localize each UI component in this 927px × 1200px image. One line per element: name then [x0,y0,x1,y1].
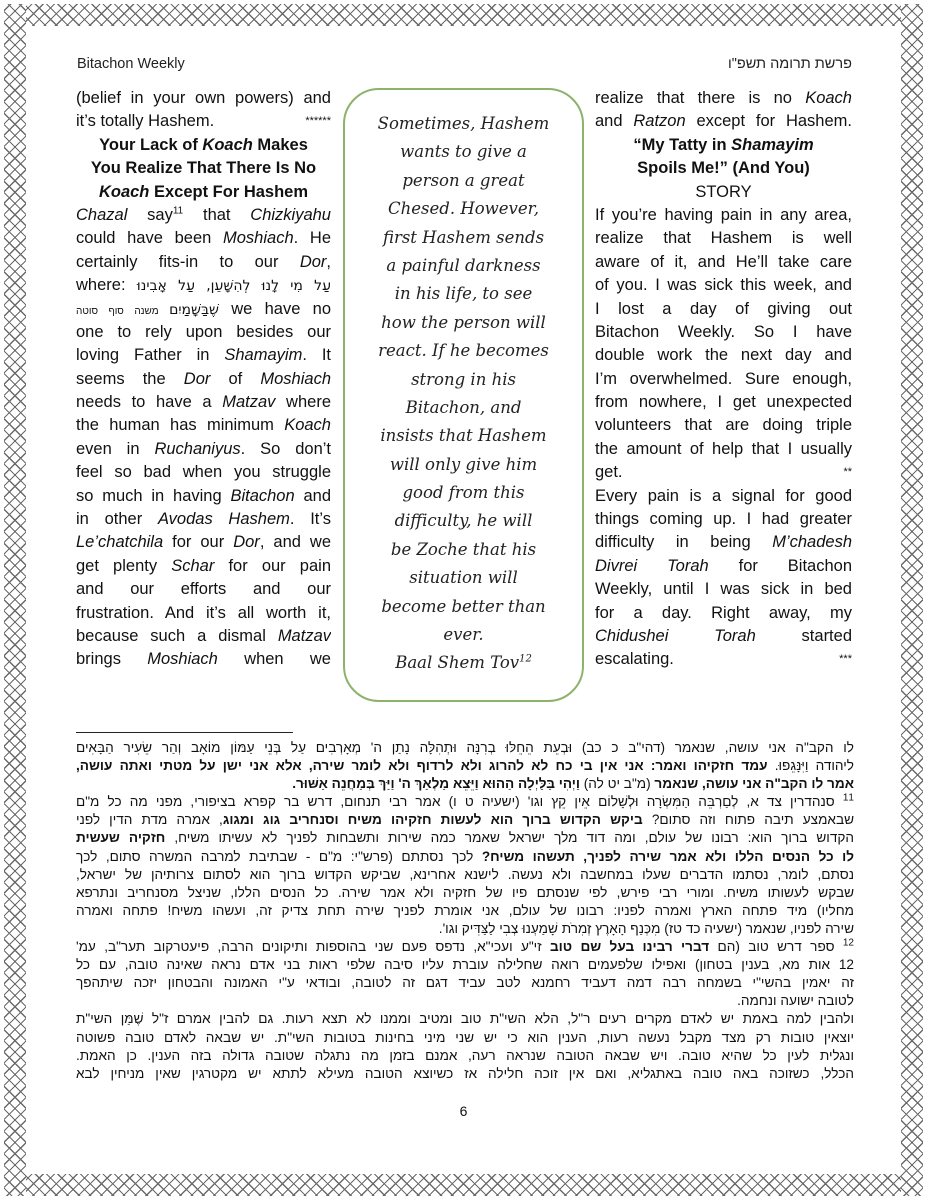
text-run: Dor [299,252,327,271]
text-line [345,422,582,450]
text-line [76,578,331,601]
text-line [595,648,852,671]
footnote-reference: 12 [519,653,532,665]
text-run: I lost a day of giving out [595,299,852,318]
left-column [76,87,331,672]
text-run: . So don’t [240,439,331,458]
text-run: certainly fits-in to our [76,252,300,271]
text-run: . He [293,229,331,248]
text-run: ונגלית לעין כל שהיא טובה. ויש שבאה הטובה שנראה רעה, אמנם בזמן מה נתגלה שטובה גדולה בזה הענין. כן האמת. [76,1047,854,1063]
text-line [76,884,854,902]
text-line [595,414,852,437]
text-run: סנהדרין צד א, לְםַרְבֵּה הַמִּשְׂרָה וּלְשָׁלוֹם אֵין קֵץ וגו' (ישעיה ט ו) אמר רבי תנחום, דרש בר קפרא בציפורי, מפני מה כל מ"ם [76,794,843,810]
text-line [595,251,852,274]
text-line [595,157,852,180]
text-run: נסתם, לומר, נסתמו הדברים שעלו במחשבה ולא נעשה. לישנא אחרינא, שביקש הקדוש ברוך הוא לסתום צרותיהן של ישראל, [76,866,854,882]
right-column [595,87,852,672]
text-run: frustration. And it’s all worth it, [76,603,331,622]
text-line [345,280,582,308]
text-run: brings [76,650,148,669]
text-run: מחליו) מיד פתחה הארץ ואמרה לפניו: רבונו של עולם, אני אומרת לפניך שירה תחת צדיק זה, ועשהו משיח! פתחה ואמרה [76,902,854,918]
text-run: Chazal [76,205,128,224]
text-run: realize that there is no [595,89,806,107]
text-line [76,1065,854,1083]
text-run: so much in having [76,486,231,505]
text-line [76,321,331,344]
text-line [595,391,852,414]
text-line [595,134,852,157]
text-line [595,461,852,484]
text-run: הקדוש ברוך הוא: רבונו של עולם, ומה דוד מלך ישראל שאמר כמה שירות ותשבחות לפניך לא עשיתו משיח, [165,830,854,846]
text-line [345,593,582,621]
text-run: Divrei Torah [595,556,709,575]
text-run: . It’s [289,510,331,529]
text-run: the amount of help that I usually [595,439,852,458]
text-run: Bitachon [230,486,295,505]
text-line [76,902,854,920]
text-run: זה יאמין בהשי"י בשמחה רבה דמה דעביד רחמנא לטב עביד דגם זה לטובה, ובודאי ע"י האמונה והבטחון יזכה שיתהפך [76,975,854,991]
text-line [76,204,331,227]
text-run: aware of it, and He’ll take care [595,252,852,271]
text-run: ביקש הקדוש ברוך הוא לעשות חזקיהו משיח וסנחריב גוג ומגוג [222,812,643,828]
text-run: (belief in your own powers) and [76,89,331,107]
text-run: of you. I was sick this week, and [595,276,852,295]
text-run: Dor [233,533,260,552]
text-run: שֶׁבַּשָּׁמַיִם [169,301,219,318]
text-run: Schar [171,556,215,575]
text-line [76,829,854,847]
decorative-border-top [4,4,923,26]
text-line [76,956,854,974]
text-line [345,479,582,507]
text-run: react. If he becomes [378,341,549,361]
text-line [595,87,852,110]
text-line [595,602,852,625]
text-run: needs to have a [76,393,223,412]
text-line [345,507,582,535]
text-run: one to rely upon besides our [76,322,331,341]
text-line [76,251,331,274]
text-run: Chidushei Torah [595,626,756,645]
text-run: the human has minimum [76,416,285,435]
text-line [76,508,331,531]
text-line [76,181,331,204]
text-run: from nowhere, I get unexpected [595,393,852,412]
header-publication-title: Bitachon Weekly [77,56,185,72]
text-run: could have been [76,229,223,248]
text-run: משנה סוף סוטה [76,305,170,317]
text-run: become better than [381,596,546,616]
text-line [76,485,331,508]
decorative-border-left [4,4,26,1196]
text-run: we have no [218,299,331,318]
text-run: be Zoche that his [390,539,537,559]
text-run: where: [76,276,137,295]
text-line [595,344,852,367]
text-run: Moshiach [260,369,331,388]
text-run: and [595,112,634,131]
text-line [595,181,852,204]
text-line [76,555,331,578]
text-run: , אמרה מדת הדין לפני [76,812,223,828]
text-line [595,298,852,321]
text-run: will only give him [389,454,538,474]
text-run: לו הקב"ה אני עושה, שנאמר (דהי"ב כ כב) וּבְעֵת הֵחֵלּוּ בְרִנָּה וּתְהִלָּה נָתַן ה' מְאָרְבִים עַל בְּנֵי עַמּוֹן מוֹאָב וְהַר שֵׂעִיר הַבָּאִים [76,740,854,755]
text-run: Koach [805,89,852,107]
text-run: חזקיה שעשית [76,830,166,846]
text-run: wants to give a [400,142,527,162]
text-line [76,298,331,321]
text-line [76,157,331,180]
text-line [76,1010,854,1028]
text-run: Except For Hashem [149,182,309,201]
text-line [76,866,854,884]
text-line [595,110,852,133]
text-run: . It [302,346,331,365]
text-line [76,110,331,133]
text-line [345,309,582,337]
text-run: good from this [402,483,525,503]
text-line [76,848,854,866]
text-run: Makes [252,135,308,154]
text-line [595,368,852,391]
text-line [345,451,582,479]
text-line [76,134,331,157]
text-run: how the person will [381,312,546,332]
text-line [76,625,331,648]
text-run: Moshiach [147,650,218,669]
text-line [76,531,331,554]
footnote-separator [76,732,293,733]
text-run: Spoils Me!” (And You) [637,159,810,178]
text-run: דברי רבינו בעל שם טוב [549,939,710,955]
text-run: שבאמצע תיבה פתוח וזה סתום? [642,812,854,828]
text-run: Koach [202,135,253,154]
text-run: וַיְהִי בַּלַּיְלָה הַהוּא וַיֵּצֵא מַלְאַךְ ה' וַיַּךְ בְּמַחֲנֵה אַשּׁוּר. [292,776,580,792]
text-run: loving Father in [76,346,225,365]
text-line [595,438,852,461]
text-line [76,368,331,391]
text-line [76,274,331,297]
text-line [595,204,852,227]
text-run: of [210,369,261,388]
text-line [76,1029,854,1047]
text-line [76,811,854,829]
text-run: שירה לפניו, שנאמר (ישעיה כד טז) מִכְּנַף הָאָרֶץ זְמִרֹת שָׁמַעְנוּ צְבִי לַצַּדִּיק וגו'. [438,920,854,936]
text-run: Ratzon [633,112,686,131]
text-run: except for Hashem. [685,112,852,131]
section-end-marker: ** [843,466,852,479]
text-run: לכך נסתתם (פרש"י: מ"ם - שבתיבת למרבה המשרה סתום, לכך [76,848,482,864]
text-run: Le’chatchila [76,533,164,552]
text-line [345,195,582,223]
text-run: Koach [284,416,331,435]
text-run: and [294,486,331,505]
text-run: person a great [402,170,525,190]
text-line [595,227,852,250]
decorative-border-right [901,4,923,1196]
text-run: I’m overwhelmed. Sure enough, [595,369,852,388]
text-line [76,739,854,757]
text-run: You Realize That There Is No [90,159,317,178]
text-line [76,920,854,938]
text-line [76,602,331,625]
text-run: strong in his [411,369,516,389]
text-line [595,485,852,508]
footnote-reference: 11 [172,205,184,217]
text-run: for Bitachon [708,556,852,575]
text-line [345,110,582,138]
text-line [595,555,852,578]
text-line [345,564,582,592]
text-run: Sometimes, Hashem [377,114,550,133]
text-run: Koach [98,182,150,201]
text-run: ספר דרש טוב (הם [709,939,843,955]
text-run: Chizkiyahu [250,205,331,224]
text-run: , [326,252,331,271]
text-line [76,87,331,110]
text-run: לו כל הנסים הללו ולא אמר שירה לפניך, תעשהו משיח? [481,848,854,864]
text-run: Bitachon, and [405,397,522,417]
text-run: הכלל, כשזוכה באה טובה באתגליא, ואם אין זוכה חלילה אז כשיוצא הטובה מעילא לתתא יש מקטרגין שאין מניחין לבא [76,1065,854,1081]
footnote-reference: 11 [842,793,854,804]
text-run: שבקש לעשותו משיח. ומורי רבי פירש, לפי שנסתם פיו של חזקיה ולא אמר שירה. כל הנסים הללו, שניצל מסנחריב ונתרפא [76,884,854,900]
text-run: Avodas Hashem [157,510,290,529]
text-line [595,531,852,554]
text-run: Ruchaniyus [154,439,241,458]
text-line [76,793,854,811]
text-line [345,394,582,422]
section-end-marker: *** [839,653,852,666]
text-line [595,625,852,648]
text-line [76,992,854,1010]
text-run: say [127,205,173,224]
text-run: that [183,205,251,224]
section-end-marker: ****** [305,115,331,128]
text-run: ever. [443,625,484,645]
text-run: when we [217,650,331,669]
text-line [76,438,331,461]
text-line [595,578,852,601]
text-run: “My Tatty in [633,135,732,154]
text-run: יוצאין טובות רק מצד מקבל נעשה רעות, הענין הוא כי יש שני מיני בחינות בטובות השי"ת. יש שבאה לאדם טובה פשוטה [76,1029,854,1045]
quote-text [345,110,582,678]
text-line [76,461,331,484]
text-line [76,938,854,956]
text-run: insists that Hashem [380,426,547,446]
text-line [345,138,582,166]
text-run: Bitachon Weekly. So I have [595,322,852,341]
text-run: difficulty, he will [394,511,533,531]
text-run: Matzav [277,626,331,645]
text-run: Moshiach [223,229,294,248]
text-line [345,649,582,677]
text-run: seems the [76,369,184,388]
text-line [595,274,852,297]
text-run: עַל מִי לָנוּ לְהִשָּׁעֵן, עַל אָבִינוּ [136,278,331,295]
text-line [76,414,331,437]
text-line [76,974,854,992]
text-run: started [755,626,852,645]
text-line [345,224,582,252]
text-run: , and we [259,533,331,552]
text-run: get plenty [76,556,172,575]
text-run: Weekly, until I was sick in bed [595,580,852,599]
text-run: realize that Hashem is well [595,229,852,248]
text-run: escalating. [595,650,674,669]
text-run: לטובה ישועה ונחמה. [737,993,854,1009]
header-parsha-title: פרשת תרומה תשפ"ו [727,56,852,72]
footnotes [76,739,854,1083]
text-run: in his life, to see [394,284,533,304]
text-run: Every pain is a signal for good [595,486,852,505]
text-run: M’chadesh [772,533,852,552]
text-run: אמר לו הקב"ה אני עושה, שנאמר [654,776,854,792]
text-line [345,252,582,280]
text-run: because such a dismal [76,626,278,645]
page-number: 6 [459,1103,468,1119]
text-line [76,648,331,671]
text-line [76,227,331,250]
text-run: where [275,393,331,412]
text-line [76,391,331,414]
text-run: (מ"ב יט לה) [580,776,655,792]
text-run: for a day. Right away, my [595,603,852,622]
text-line [345,366,582,394]
text-line [76,775,854,793]
text-line [76,344,331,367]
text-run: זי"ע ועכי"א, נדפס פעם שני בהוספות ותיקונים הרבה, פיעטרקוב תער"ב, עמ' [76,939,550,955]
text-run: Baal Shem Tov [395,653,520,673]
text-run: ליהודה וַיִּנָּגֵפוּ. [767,758,854,774]
text-line [595,321,852,344]
text-line [76,757,854,775]
text-run: things coming up. I had greater [595,510,852,529]
text-line [345,337,582,365]
text-run: double work the next day and [595,346,852,365]
text-run: STORY [695,182,752,201]
text-run: even in [76,439,155,458]
text-line [345,167,582,195]
text-run: it’s totally Hashem. [76,112,215,131]
text-run: and our efforts and our [76,580,331,599]
footnote-reference: 12 [842,938,854,949]
text-run: feel so bad when you struggle [76,463,331,482]
text-line [345,621,582,649]
quote-box [343,88,584,702]
text-run: get. [595,463,623,482]
text-line [345,536,582,564]
text-run: Your Lack of [99,135,203,154]
text-run: situation will [409,568,518,588]
text-run: עמד חזקיהו ואמר: אני אין בי כח לא להרוג ולא לרדוף ולא לומר שירה, אלא אני ישן על מטתי ואתה עושה, [76,758,768,774]
text-run: If you’re having pain in any area, [595,205,852,224]
text-run: in other [76,510,158,529]
text-line [595,508,852,531]
text-run: Shamayim [731,135,814,154]
text-run: for our [163,533,234,552]
text-run: for our pain [214,556,331,575]
decorative-border-bottom [4,1174,923,1196]
text-run: Shamayim [224,346,303,365]
text-run: Chesed. However, [388,199,539,219]
text-run: ולהבין למה באמת יש לאדם מקרים רעים ר"ל, הלא השי"ת טוב ומטיב וממנו לא תצא רעות. גם להבין אמרם ז"ל שֶׁמַּן השי"ת [76,1011,854,1027]
text-run: a painful darkness [386,255,541,275]
text-run: Matzav [222,393,276,412]
text-run: first Hashem sends [382,227,545,247]
text-line [76,1047,854,1065]
text-run: volunteers that are doing triple [595,416,852,435]
text-run: Dor [183,369,211,388]
text-run: 12 אות מא, בענין בטחון) ואפילו שלפעמים רואה שחלילה עוברת עליו סיבה שלפי ראות בני אדם נראה שאינה טובה, עם כל [76,957,854,973]
text-run: difficulty in being [595,533,773,552]
